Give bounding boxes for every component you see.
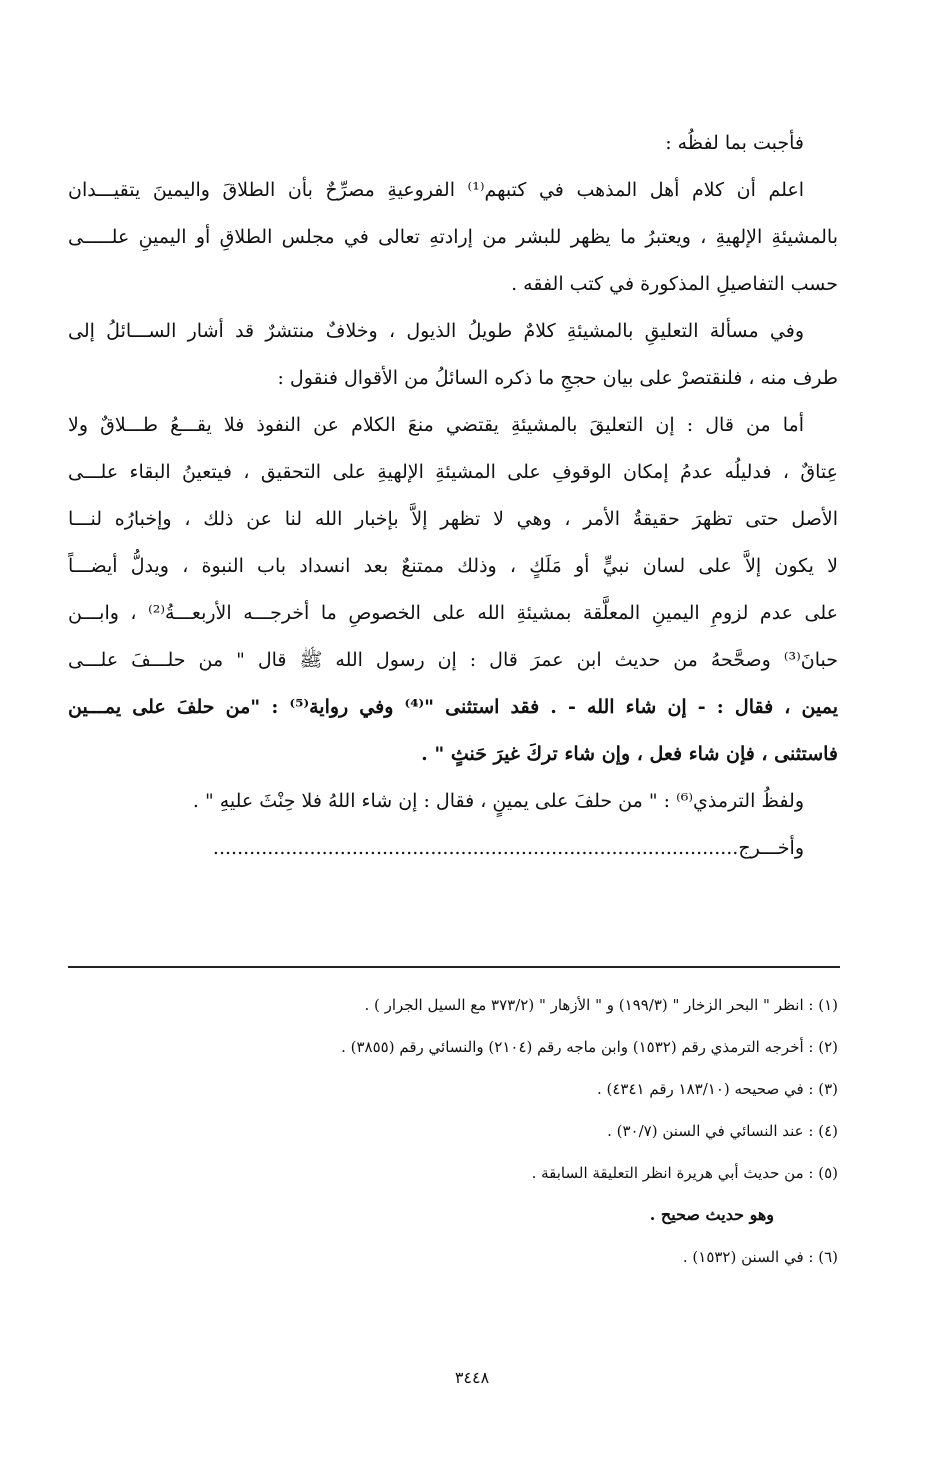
- footnote-5-note: وهو حديث صحيح .: [649, 1205, 774, 1224]
- text-line: طرف منه ، فلنقتصرْ على بيان حججِ ما ذكره السائلُ من الأقوال فنقول :: [277, 367, 838, 389]
- text-line-continuation: وأخـــرج.......................................................................................: [212, 837, 804, 859]
- text-line-hadith: حبانَ⁽³⁾ وصحَّحهُ من حديث ابن عمرَ قال : إن رسول الله ﷺ قال " من حلـــفَ علـــى: [68, 649, 838, 671]
- text-line: عِتاقٌ ، فدليلُه عدمُ إمكان الوقوفِ على المشيئةِ الإلهيةِ على التحقيق ، فيتعينُ البقاء علـــى: [68, 461, 838, 483]
- text-line-intro: فأجبت بما لفظُه :: [665, 132, 804, 154]
- footnote-separator: [68, 966, 840, 968]
- footnote-2: (٢) : أخرجه الترمذي رقم (١٥٣٢) وابن ماجه رقم (٢١٠٤) والنسائي رقم (٣٨٥٥) .: [341, 1038, 838, 1056]
- footnote-3: (٣) : في صحيحه (١٨٣/١٠ رقم ٤٣٤١) .: [596, 1080, 838, 1098]
- text-line: أما من قال : إن التعليقَ بالمشيئةِ يقتضي منعَ الكلام عن النفوذ فلا يقـــعُ طـــلاقٌ ولا: [68, 414, 804, 436]
- text-line: اعلم أن كلام أهل المذهب في كتبهم⁽¹⁾ الفروعيةِ مصرِّحٌ بأن الطلاقَ واليمينَ يتقيـــدان: [68, 179, 804, 201]
- text-line: وفي مسألة التعليقِ بالمشيئةِ كلامٌ طويلُ الذيول ، وخلافٌ منتشرٌ قد أشار الســـائلُ إلى: [68, 320, 804, 342]
- text-line-hadith: يمين ، فقال : - إن شاء الله - . فقد استثنى "⁽⁴⁾ وفي رواية⁽⁵⁾ : "من حلفَ على يمـــين: [68, 696, 838, 718]
- text-line: الأصل حتى تظهرَ حقيقةُ الأمر ، وهي لا تظهر إلاَّ بإخبار الله لنا عن ذلك ، وإخبارُه لنـــا: [68, 508, 838, 530]
- text-line-hadith: فاستثنى ، فإن شاء فعل ، وإن شاء تركَ غيرَ حَنثٍ " .: [421, 743, 838, 765]
- text-line-hadith: ولفظُ الترمذي⁽⁶⁾ : " من حلفَ على يمينٍ ، فقال : إن شاء اللهُ فلا حِنْثَ عليهِ " .: [192, 790, 804, 812]
- footnotes: [68, 984, 838, 1278]
- footnote-4: (٤) : عند النسائي في السنن (٣٠/٧) .: [607, 1122, 838, 1140]
- footnote-1: (١) : انظر " البحر الزخار " (١٩٩/٣) و " الأزهار " (٣٧٣/٢ مع السيل الجرار ) .: [364, 996, 838, 1014]
- text-line: على عدم لزومِ اليمينِ المعلَّقة بمشيئةِ الله على الخصوصِ ما أخرجـــه الأربعـــةُ⁽²⁾ ، وابـــن: [68, 602, 838, 624]
- text-line: حسب التفاصيلِ المذكورة في كتب الفقه .: [511, 273, 838, 295]
- footnote-5: (٥) : من حديث أبي هريرة انظر التعليقة السابقة .: [531, 1164, 838, 1182]
- page-number: ٣٤٤٨: [454, 1368, 490, 1387]
- text-line: لا يكون إلاَّ على لسان نبيٍّ أو مَلَكٍ ، وذلك ممتنعٌ بعد انسداد باب النبوة ، ويدلُّ أيضـــاً: [68, 555, 838, 577]
- text-line: بالمشيئةِ الإلهيةِ ، ويعتبرُ ما يظهر للبشر من إرادتهِ تعالى في مجلس الطلاقِ أو اليمينِ علـــــى: [68, 226, 838, 248]
- main-text: [68, 120, 838, 872]
- footnote-6: (٦) : في السنن (١٥٣٢) .: [682, 1248, 838, 1266]
